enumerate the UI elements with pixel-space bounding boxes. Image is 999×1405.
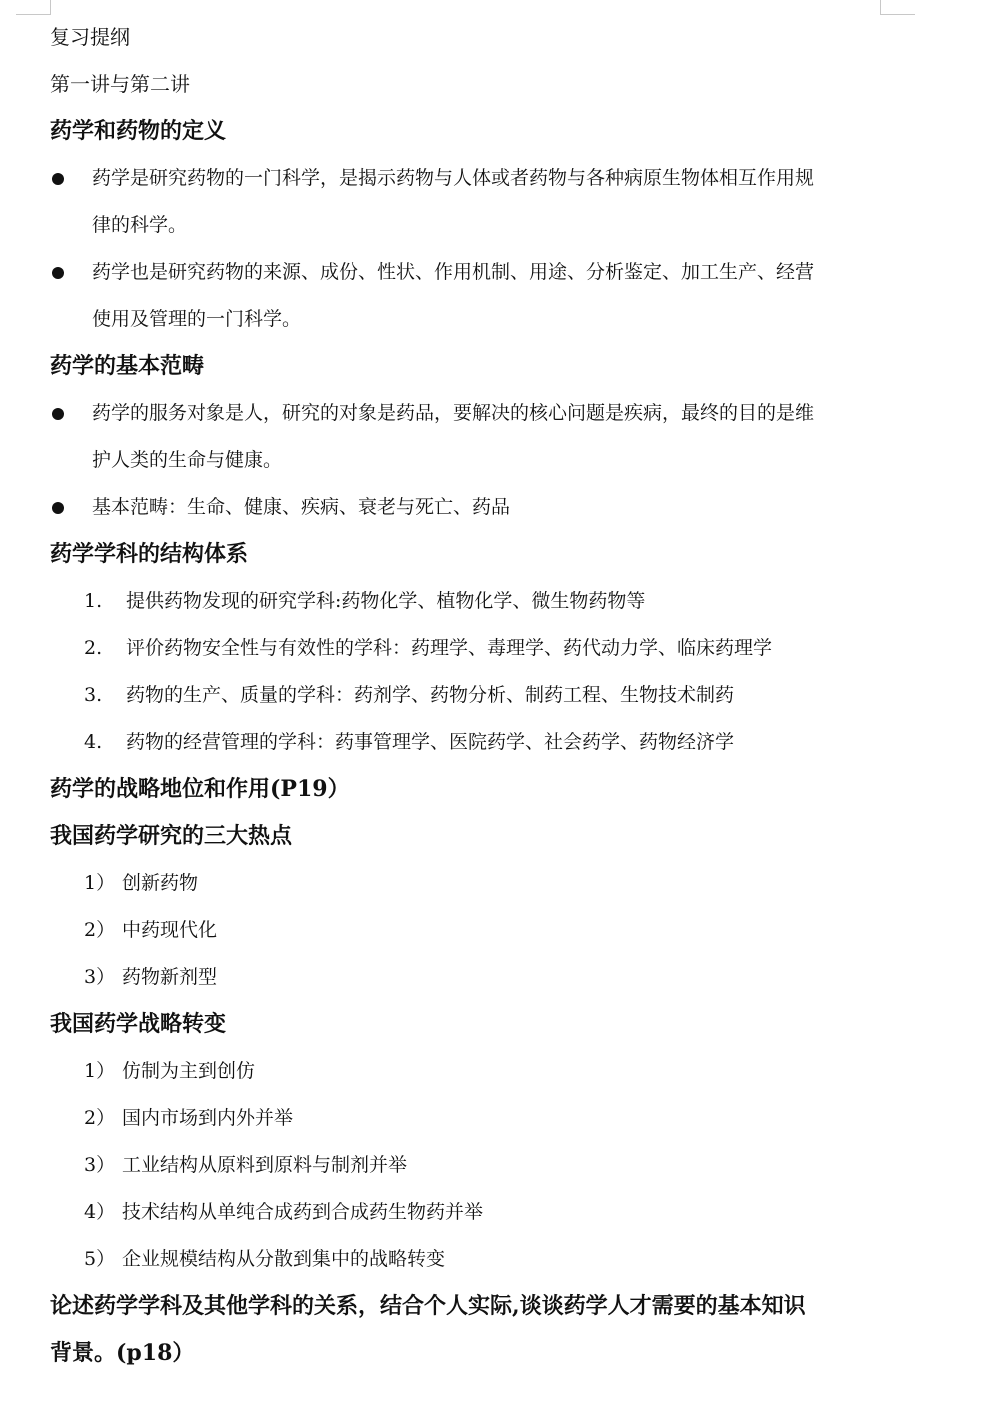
- item-text: 药物的经营管理的学科：药事管理学、医院药学、社会药学、药物经济学: [126, 731, 735, 753]
- bullet-item: [50, 155, 930, 249]
- numbered-item: [50, 672, 930, 719]
- numbered-item: [50, 1142, 930, 1189]
- bullet-dot-icon: [52, 155, 64, 202]
- item-text: 企业规模结构从分散到集中的战略转变: [122, 1248, 446, 1270]
- numbered-item: [50, 860, 930, 907]
- item-number: 2.: [84, 637, 103, 659]
- numbered-item: [50, 578, 930, 625]
- page-corner-mark-left: [16, 0, 51, 15]
- numbered-item: [50, 625, 930, 672]
- item-text: 药物新剂型: [122, 966, 218, 988]
- bullet-dot-icon: [52, 249, 64, 296]
- item-text: 提供药物发现的研究学科:药物化学、植物化学、微生物药物等: [126, 590, 646, 612]
- section-heading: 药学的基本范畴: [50, 353, 205, 379]
- bullet-dot-icon: [52, 484, 64, 531]
- bullet-text: 药学的服务对象是人，研究的对象是药品，要解决的核心问题是疾病，最终的目的是维: [92, 402, 815, 424]
- item-number: 1）: [84, 1060, 116, 1082]
- numbered-item: [50, 1048, 930, 1095]
- item-number: 1）: [84, 872, 116, 894]
- essay-question-continuation: 背景。(p18）: [50, 1340, 195, 1366]
- numbered-item: [50, 954, 930, 1001]
- numbered-item: [50, 1236, 930, 1283]
- section-heading: 药学学科的结构体系: [50, 541, 249, 567]
- bullet-item: [50, 484, 930, 531]
- section-heading: 我国药学研究的三大热点: [50, 823, 293, 849]
- item-number: 3.: [84, 684, 103, 706]
- document-subtitle: 第一讲与第二讲: [50, 72, 190, 96]
- bullet-dot-icon: [52, 390, 64, 437]
- bullet-text: 基本范畴：生命、健康、疾病、衰老与死亡、药品: [92, 496, 511, 518]
- item-text: 工业结构从原料到原料与制剂并举: [122, 1154, 408, 1176]
- item-number: 3）: [84, 966, 116, 988]
- page-corner-mark-right: [880, 0, 915, 15]
- bullet-item: [50, 390, 930, 484]
- item-text: 中药现代化: [122, 919, 218, 941]
- item-text: 创新药物: [122, 872, 199, 894]
- section-heading: 药学和药物的定义: [50, 118, 227, 144]
- section-heading: 我国药学战略转变: [50, 1011, 227, 1037]
- item-text: 技术结构从单纯合成药到合成药生物药并举: [122, 1201, 484, 1223]
- bullet-item: [50, 249, 930, 343]
- section-heading: 药学的战略地位和作用(P19）: [50, 776, 350, 802]
- numbered-item: [50, 907, 930, 954]
- bullet-text-continuation: 律的科学。: [92, 214, 188, 236]
- item-number: 4.: [84, 731, 103, 753]
- item-text: 评价药物安全性与有效性的学科：药理学、毒理学、药代动力学、临床药理学: [126, 637, 773, 659]
- document-page: [50, 14, 930, 1377]
- item-text: 仿制为主到创仿: [122, 1060, 256, 1082]
- item-number: 2）: [84, 1107, 116, 1129]
- bullet-text-continuation: 护人类的生命与健康。: [92, 449, 283, 471]
- item-number: 5）: [84, 1248, 116, 1270]
- bullet-text: 药学也是研究药物的来源、成份、性状、作用机制、用途、分析鉴定、加工生产、经营: [92, 261, 815, 283]
- item-number: 2）: [84, 919, 116, 941]
- bullet-text-continuation: 使用及管理的一门科学。: [92, 308, 302, 330]
- essay-question: 论述药学学科及其他学科的关系，结合个人实际,谈谈药学人才需要的基本知识: [50, 1293, 806, 1319]
- item-text: 国内市场到内外并举: [122, 1107, 294, 1129]
- item-number: 1.: [84, 590, 103, 612]
- document-title: 复习提纲: [50, 25, 130, 49]
- item-text: 药物的生产、质量的学科：药剂学、药物分析、制药工程、生物技术制药: [126, 684, 735, 706]
- bullet-text: 药学是研究药物的一门科学，是揭示药物与人体或者药物与各种病原生物体相互作用规: [92, 167, 815, 189]
- item-number: 3）: [84, 1154, 116, 1176]
- item-number: 4）: [84, 1201, 116, 1223]
- numbered-item: [50, 1095, 930, 1142]
- numbered-item: [50, 1189, 930, 1236]
- numbered-item: [50, 719, 930, 766]
